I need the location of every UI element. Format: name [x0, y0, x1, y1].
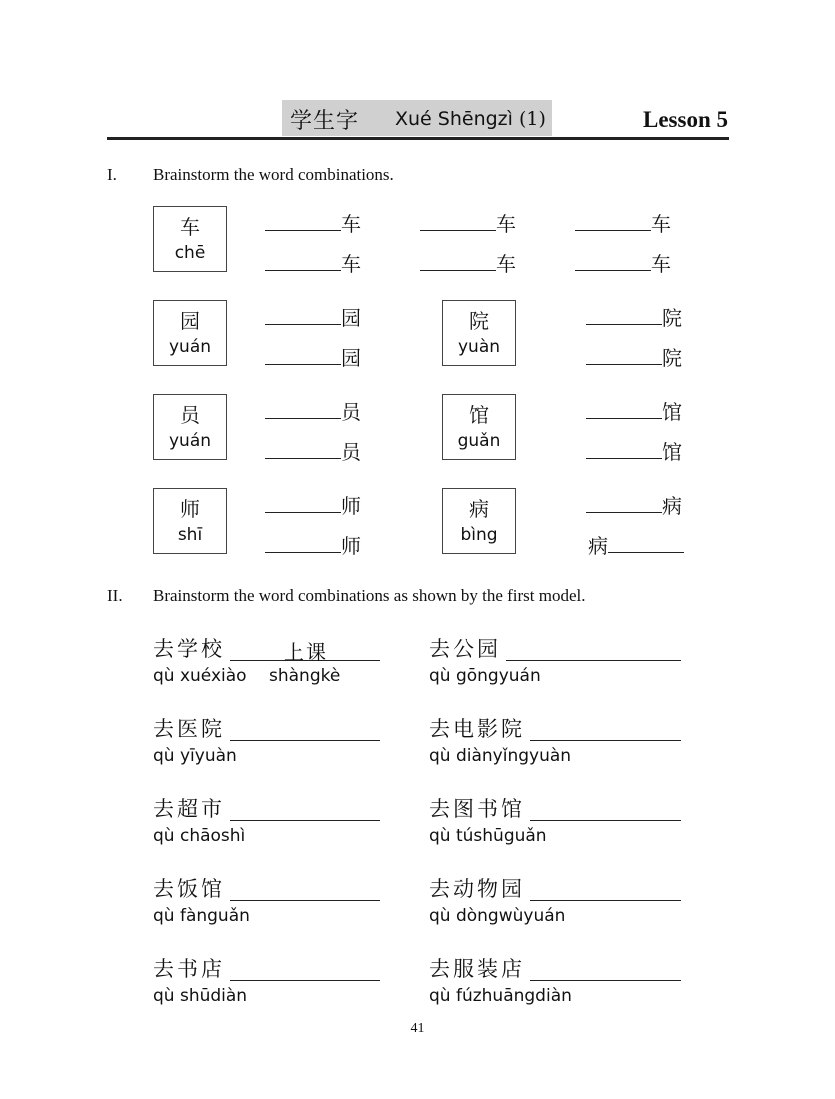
exercise-hanzi: 去动物园 — [429, 877, 525, 901]
header-pinyin-text: Xué Shēngzì — [395, 108, 513, 130]
blank-guan-2[interactable]: 馆 — [586, 440, 682, 464]
blank-shi-2[interactable]: 师 — [265, 534, 361, 558]
answer-line[interactable] — [530, 899, 681, 901]
lesson-label: Lesson 5 — [643, 107, 728, 132]
blank-che-3[interactable]: 车 — [575, 212, 671, 236]
answer-line[interactable] — [530, 979, 681, 981]
answer-line[interactable] — [230, 739, 380, 741]
exercise-pinyin: qù diànyǐngyuàn — [429, 746, 572, 766]
blank-yuan-courtyard-1[interactable]: 院 — [586, 306, 682, 330]
char-box-pinyin: bìng — [460, 525, 498, 545]
char-box-pinyin: yuàn — [457, 337, 501, 357]
char-box-pinyin: yuán — [168, 337, 212, 357]
char-box-yuan-garden — [153, 300, 227, 366]
char-box-guan — [442, 394, 516, 460]
blank-che-4[interactable]: 车 — [265, 252, 361, 276]
exercise-pinyin: qù túshūguǎn — [429, 826, 547, 846]
char-box-pinyin: yuán — [168, 431, 212, 451]
exercise-hanzi: 去电影院 — [429, 717, 525, 741]
blank-yuan-garden-2[interactable]: 园 — [265, 346, 361, 370]
char-box-hanzi: 病 — [469, 497, 489, 521]
blank-shi-1[interactable]: 师 — [265, 494, 361, 518]
char-box-hanzi: 车 — [180, 215, 200, 239]
exercise-pinyin: qù gōngyuán — [429, 666, 541, 686]
answer-line[interactable] — [506, 659, 681, 661]
blank-yuan-garden-1[interactable]: 园 — [265, 306, 361, 330]
answer-line[interactable] — [530, 819, 681, 821]
header-title-hanzi: 学生字 — [290, 109, 360, 134]
char-box-pinyin: shī — [177, 525, 203, 545]
blank-che-6[interactable]: 车 — [575, 252, 671, 276]
char-box-hanzi: 员 — [180, 403, 200, 427]
exercise-pinyin: qù yīyuàn — [153, 746, 237, 766]
blank-yuan-member-1[interactable]: 员 — [265, 400, 361, 424]
answer-line[interactable] — [230, 979, 380, 981]
blank-yuan-courtyard-2[interactable]: 院 — [586, 346, 682, 370]
char-box-hanzi: 园 — [180, 309, 200, 333]
exercise-hanzi: 去医院 — [153, 717, 225, 741]
answer-line[interactable] — [230, 819, 380, 821]
exercise-hanzi: 去书店 — [153, 957, 225, 981]
header-title-pinyin — [395, 108, 546, 130]
char-box-yuan-member — [153, 394, 227, 460]
header-title-number: (1) — [518, 108, 546, 130]
exercise-hanzi: 去公园 — [429, 637, 501, 661]
char-box-hanzi: 师 — [180, 497, 200, 521]
answer-line[interactable] — [230, 899, 380, 901]
exercise-pinyin: qù chāoshì — [153, 826, 246, 846]
blank-che-1[interactable]: 车 — [265, 212, 361, 236]
section1-number: I. — [107, 165, 117, 184]
exercise-pinyin: qù shūdiàn — [153, 986, 248, 1006]
model-answer-hanzi: 上课 — [284, 640, 328, 664]
answer-line[interactable] — [530, 739, 681, 741]
model-answer-pinyin: shàngkè — [269, 666, 341, 686]
blank-che-2[interactable]: 车 — [420, 212, 516, 236]
char-box-che — [153, 206, 227, 272]
section2-instruction: Brainstorm the word combinations as shown by the first model. — [153, 586, 586, 605]
char-box-bing — [442, 488, 516, 554]
exercise-hanzi: 去图书馆 — [429, 797, 525, 821]
exercise-hanzi: 去饭馆 — [153, 877, 225, 901]
exercise-hanzi: 去学校 — [153, 637, 225, 661]
char-box-hanzi: 院 — [469, 309, 489, 333]
exercise-pinyin: qù xuéxiào — [153, 666, 247, 686]
blank-che-5[interactable]: 车 — [420, 252, 516, 276]
header-rule — [107, 137, 729, 140]
page-number: 41 — [410, 1021, 425, 1036]
blank-yuan-member-2[interactable]: 员 — [265, 440, 361, 464]
exercise-pinyin: qù fànguǎn — [153, 906, 250, 926]
exercise-hanzi: 去服装店 — [429, 957, 525, 981]
exercise-pinyin: qù fúzhuāngdiàn — [429, 986, 572, 1006]
char-box-pinyin: chē — [174, 243, 206, 263]
section2-number: II. — [107, 586, 123, 605]
exercise-hanzi: 去超市 — [153, 797, 225, 821]
blank-bing-1[interactable]: 病 — [586, 494, 682, 518]
char-box-pinyin: guǎn — [457, 431, 501, 451]
exercise-pinyin: qù dòngwùyuán — [429, 906, 566, 926]
blank-bing-2[interactable]: 病 — [588, 534, 684, 558]
char-box-shi — [153, 488, 227, 554]
char-box-hanzi: 馆 — [469, 403, 489, 427]
char-box-yuan-courtyard — [442, 300, 516, 366]
blank-guan-1[interactable]: 馆 — [586, 400, 682, 424]
section1-instruction: Brainstorm the word combinations. — [153, 165, 394, 184]
